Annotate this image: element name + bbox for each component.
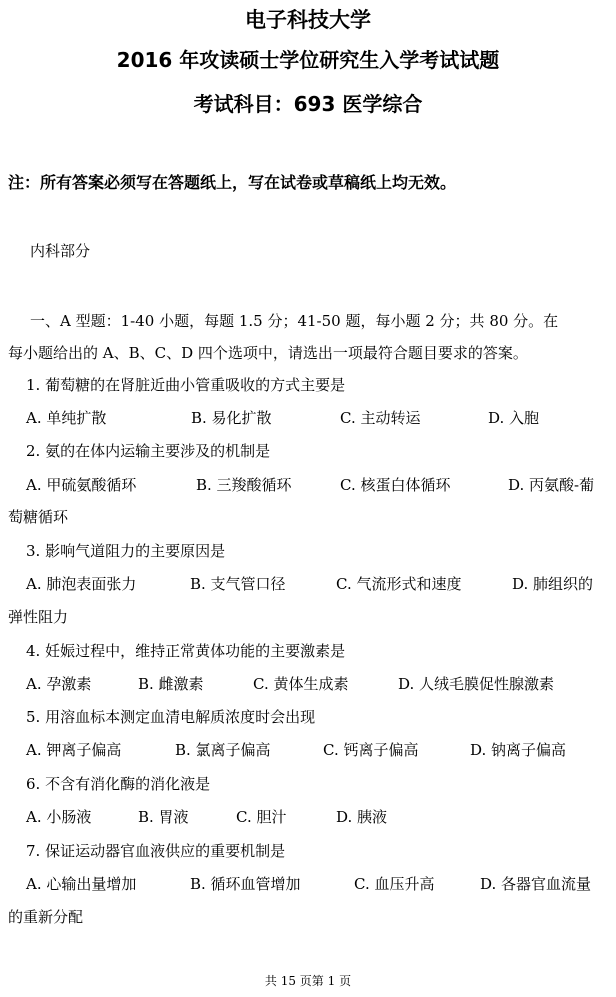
option-b: B. 氯离子偏高 [175,741,271,759]
page-footer: 共 15 页第 1 页 [264,974,352,988]
answer-note: 注：所有答案必须写在答题纸上，写在试卷或草稿纸上均无效。 [8,173,457,192]
option-a: A. 小肠液 [26,808,92,826]
question-stem: 6. 不含有消化酶的消化液是 [26,775,211,793]
option-b: B. 胃液 [138,808,189,826]
option-d: D. 胰液 [336,808,388,826]
option-c: C. 气流形式和速度 [336,575,462,593]
section-intro [8,305,612,369]
option-b: B. 易化扩散 [191,409,272,427]
option-c: C. 黄体生成素 [253,675,349,693]
option-a: A. 钾离子偏高 [26,741,122,759]
question-stem: 3. 影响气道阻力的主要原因是 [26,542,226,560]
option-d: D. 丙氨酸-葡 [508,476,595,494]
question-stem: 2. 氨的在体内运输主要涉及的机制是 [26,442,271,460]
option-d: D. 人绒毛膜促性腺激素 [398,675,555,693]
option-continuation: 萄糖循环 [8,508,69,526]
option-d: D. 入胞 [488,409,540,427]
question-stem: 4. 妊娠过程中，维持正常黄体功能的主要激素是 [26,642,346,660]
option-continuation: 的重新分配 [8,908,84,926]
option-d: D. 钠离子偏高 [470,741,567,759]
exam-title: 2016 年攻读硕士学位研究生入学考试试题 [116,48,500,72]
intro-line-2: 每小题给出的 A、B、C、D 四个选项中，请选出一项最符合题目要求的答案。 [8,344,528,362]
option-c: C. 核蛋白体循环 [340,476,451,494]
option-a: A. 甲硫氨酸循环 [26,476,137,494]
subject-title: 考试科目：693 医学综合 [193,92,423,116]
option-c: C. 胆汁 [236,808,287,826]
university-title: 电子科技大学 [245,8,371,32]
question-stem: 7. 保证运动器官血液供应的重要机制是 [26,842,286,860]
option-b: B. 支气管口径 [190,575,286,593]
option-a: A. 心输出量增加 [26,875,137,893]
intro-line-1: 一、A 型题：1-40 小题，每题 1.5 分；41-50 题，每小题 2 分；共 80 分。在 [30,312,559,330]
question-stem: 5. 用溶血标本测定血清电解质浓度时会出现 [26,708,316,726]
option-a: A. 孕激素 [26,675,92,693]
option-c: C. 主动转运 [340,409,421,427]
option-continuation: 弹性阻力 [8,608,69,626]
option-b: B. 循环血管增加 [190,875,301,893]
option-d: D. 肺组织的 [512,575,594,593]
option-d: D. 各器官血流量 [480,875,592,893]
option-a: A. 单纯扩散 [26,409,107,427]
option-c: C. 钙离子偏高 [323,741,419,759]
option-c: C. 血压升高 [354,875,435,893]
section-title: 内科部分 [30,242,91,260]
option-b: B. 三羧酸循环 [196,476,292,494]
option-a: A. 肺泡表面张力 [26,575,137,593]
question-stem: 1. 葡萄糖的在肾脏近曲小管重吸收的方式主要是 [26,376,346,394]
option-b: B. 雌激素 [138,675,204,693]
